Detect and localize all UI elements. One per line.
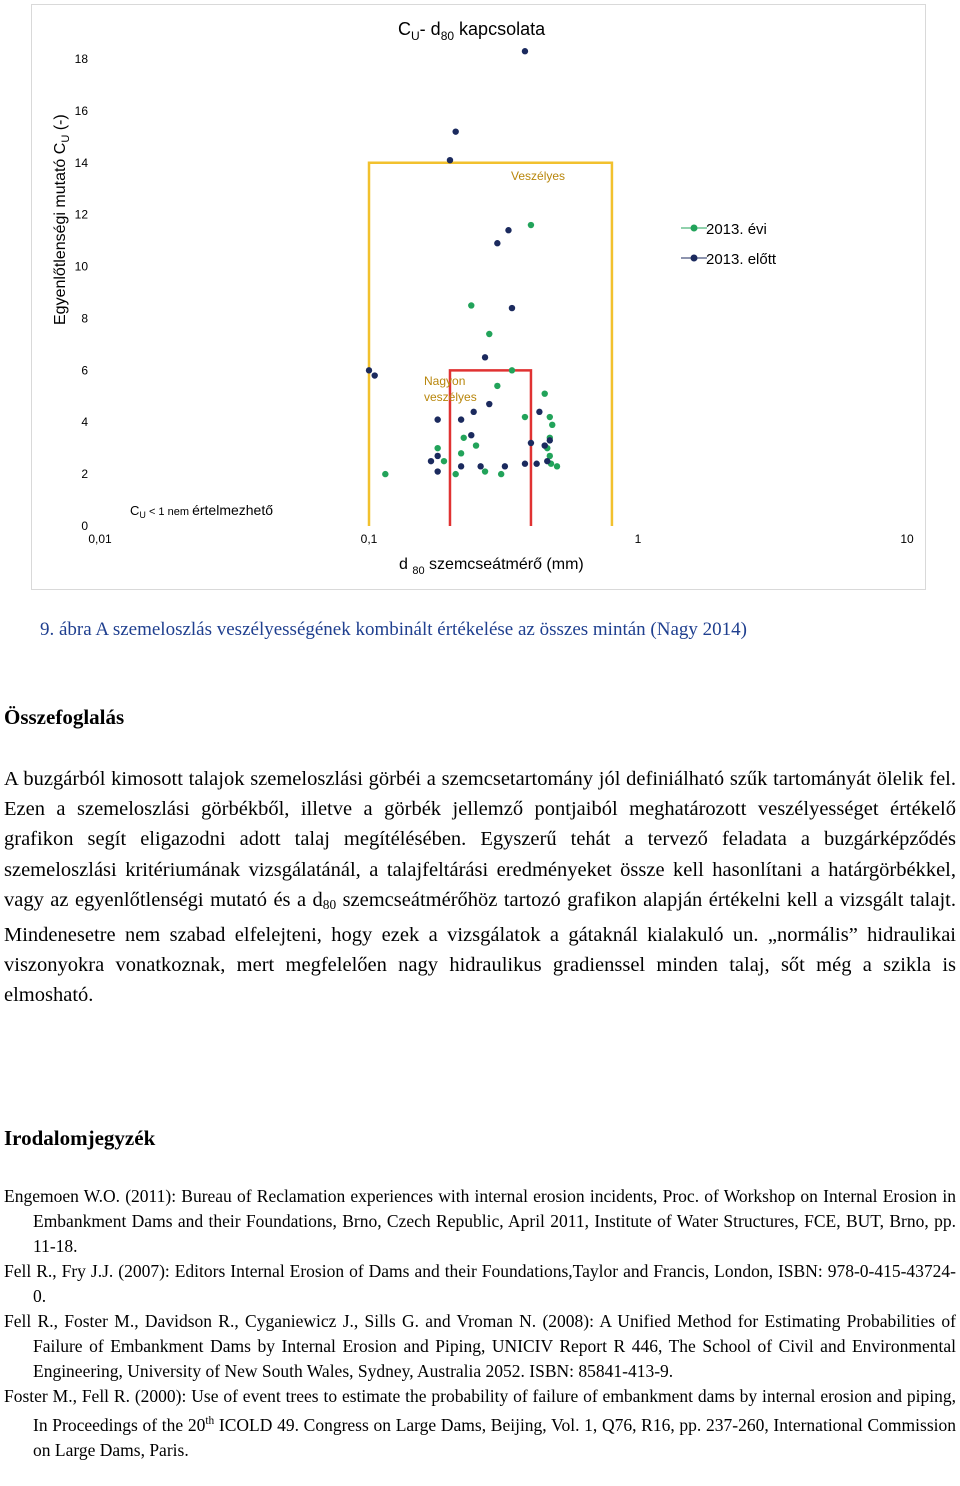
y-tick-label: 16 xyxy=(74,103,88,118)
region-veszelyes xyxy=(369,163,612,526)
point-before-2013 xyxy=(542,442,548,448)
point-before-2013 xyxy=(458,416,464,422)
reference-item: Engemoen W.O. (2011): Bureau of Reclamation experiences with internal erosion incidents, Proc. of Workshop on Internal Erosion in Embankment Dams and their Foundations, Brno, Czech Republic, April 2011, Institute of Water Structures, FCE, BUT, Brno, pp. 11-18. xyxy=(4,1186,956,1256)
point-before-2013 xyxy=(447,157,453,163)
point-2013 xyxy=(549,422,555,428)
y-axis-label: Egyenlőtlenségi mutató $C_U$ (-) xyxy=(52,114,72,325)
y-tick-label: 6 xyxy=(81,363,88,378)
y-tick-label: 2 xyxy=(81,467,88,482)
y-tick-label: 10 xyxy=(74,259,88,274)
summary-text-part1: A buzgárból kimosott talajok szemeloszlási görbéi a szemcsetartomány jól definiálható szűk tartományát ölelik fel. Ezen a szemeloszlási görbékből, illetve a görbék jellemző pontjaiból meghatározott veszélyességet értékelő grafikon segít eligazodni adott talaj megítélésében. Egyszerű tehát a tervező feladata a buzgárképződés szemeloszlási kritériumának vizsgálatánál, a talajfeltárási eredményeket össze kell hasonlítani a határgörbékkel, vagy az egyenlőtlenségi mutató és a d xyxy=(4,768,956,911)
note-text: CU < 1 nem értelmezhető xyxy=(130,502,274,520)
y-tick-label: 12 xyxy=(74,207,88,222)
point-2013 xyxy=(522,414,528,420)
region-label-veszelyes2: veszélyes xyxy=(424,390,477,404)
point-2013 xyxy=(486,331,492,337)
point-2013 xyxy=(434,445,440,451)
point-2013 xyxy=(382,471,388,477)
reference-item xyxy=(4,1384,956,1463)
x-axis xyxy=(88,532,914,546)
regions xyxy=(369,163,612,526)
point-before-2013 xyxy=(371,372,377,378)
point-before-2013 xyxy=(494,240,500,246)
y-axis xyxy=(75,52,89,533)
reference-list xyxy=(4,1184,956,1463)
point-before-2013 xyxy=(458,463,464,469)
point-before-2013 xyxy=(477,463,483,469)
y-tick-label: 4 xyxy=(81,415,88,430)
point-before-2013 xyxy=(434,468,440,474)
point-before-2013 xyxy=(522,48,528,54)
reference-sup: th xyxy=(205,1415,215,1427)
y-tick-label: 18 xyxy=(74,52,88,66)
point-2013 xyxy=(494,383,500,389)
point-2013 xyxy=(509,367,515,373)
chart-title: $C_U-$ $d_{80}$ kapcsolata xyxy=(398,19,546,43)
region-label-veszelyes: Veszélyes xyxy=(511,169,566,183)
y-tick-label: 8 xyxy=(81,311,88,326)
point-before-2013 xyxy=(536,409,542,415)
figure-caption: 9. ábra A szemeloszlás veszélyességének kombinált értékelése az összes mintán (Nagy 2014) xyxy=(40,619,747,640)
region-label-nagyon: Nagyon xyxy=(424,374,466,388)
x-axis-label: d $_{80}$ szemcseátmérő (mm) xyxy=(399,556,584,577)
point-before-2013 xyxy=(366,367,372,373)
x-tick-label: 0,1 xyxy=(360,532,378,546)
legend-label-before: 2013. előtt xyxy=(706,251,777,268)
point-2013 xyxy=(498,471,504,477)
point-2013 xyxy=(547,414,553,420)
legend-label-2013: 2013. évi xyxy=(706,221,767,238)
point-before-2013 xyxy=(482,354,488,360)
point-2013 xyxy=(473,442,479,448)
summary-text-part2: szemcseátmérőhöz tartozó grafikon alapján értékelni kell a vizsgált talajt. Mindenesetre nem szabad elfelejteni, hogy ezek a vizsgálatok a gátaknál kialakuló un. „normális” hidraulikai viszonyokra vonatkoznak, mert megfelelően nagy hidraulikus gradienssel minden talaj, sőt még a szikla is elmosható. xyxy=(4,888,956,1007)
legend-marker-2013 xyxy=(691,225,698,232)
point-2013 xyxy=(452,471,458,477)
x-tick-label: 10 xyxy=(900,532,914,546)
reference-text-a: Foster M., Fell R. (2000): Use of event trees to estimate the probability of failure of embankment dams by internal erosion and piping, In Proceedings of the 20 xyxy=(4,1386,956,1435)
x-tick-label: 0,01 xyxy=(88,532,112,546)
summary-heading: Összefoglalás xyxy=(4,705,125,729)
legend xyxy=(681,221,777,268)
reference-item: Fell R., Foster M., Davidson R., Cyganiewicz J., Sills G. and Vroman N. (2008): A Unified Method for Estimating Probabilities of Failure of Embankment Dams by Internal Erosion and Piping, UNICIV Report R 446, The School of Civil and Environmental Engineering, University of New South Wales, Sydney, Australia 2052. ISBN: 85841-413-9. xyxy=(4,1311,956,1381)
point-before-2013 xyxy=(468,432,474,438)
point-2013 xyxy=(554,463,560,469)
point-2013 xyxy=(528,222,534,228)
point-before-2013 xyxy=(470,409,476,415)
x-tick-label: 1 xyxy=(634,532,642,546)
point-2013 xyxy=(461,435,467,441)
legend-marker-before xyxy=(691,255,698,262)
references-heading: Irodalomjegyzék xyxy=(4,1126,156,1150)
point-before-2013 xyxy=(509,305,515,311)
y-tick-label: 14 xyxy=(74,155,88,170)
point-before-2013 xyxy=(428,458,434,464)
point-before-2013 xyxy=(533,461,539,467)
summary-subscript: 80 xyxy=(322,896,337,912)
point-2013 xyxy=(482,468,488,474)
scatter-chart xyxy=(32,5,927,591)
point-before-2013 xyxy=(547,437,553,443)
point-before-2013 xyxy=(522,461,528,467)
chart-panel xyxy=(31,4,926,590)
summary-paragraph xyxy=(4,764,956,1011)
point-before-2013 xyxy=(502,463,508,469)
point-2013 xyxy=(441,458,447,464)
reference-text-b: ICOLD 49. Congress on Large Dams, Beijing, Vol. 1, Q76, R16, pp. 237-260, International Commission on Large Dams, Paris. xyxy=(33,1415,956,1460)
point-before-2013 xyxy=(434,453,440,459)
reference-item: Fell R., Fry J.J. (2007): Editors Internal Erosion of Dams and their Foundations,Taylor and Francis, London, ISBN: 978-0-415-43724-0. xyxy=(4,1261,956,1306)
point-before-2013 xyxy=(434,416,440,422)
y-tick-label: 0 xyxy=(81,519,88,533)
point-before-2013 xyxy=(505,227,511,233)
point-before-2013 xyxy=(544,458,550,464)
point-2013 xyxy=(542,390,548,396)
point-before-2013 xyxy=(452,128,458,134)
point-2013 xyxy=(468,302,474,308)
point-2013 xyxy=(458,450,464,456)
point-before-2013 xyxy=(486,401,492,407)
point-before-2013 xyxy=(528,440,534,446)
